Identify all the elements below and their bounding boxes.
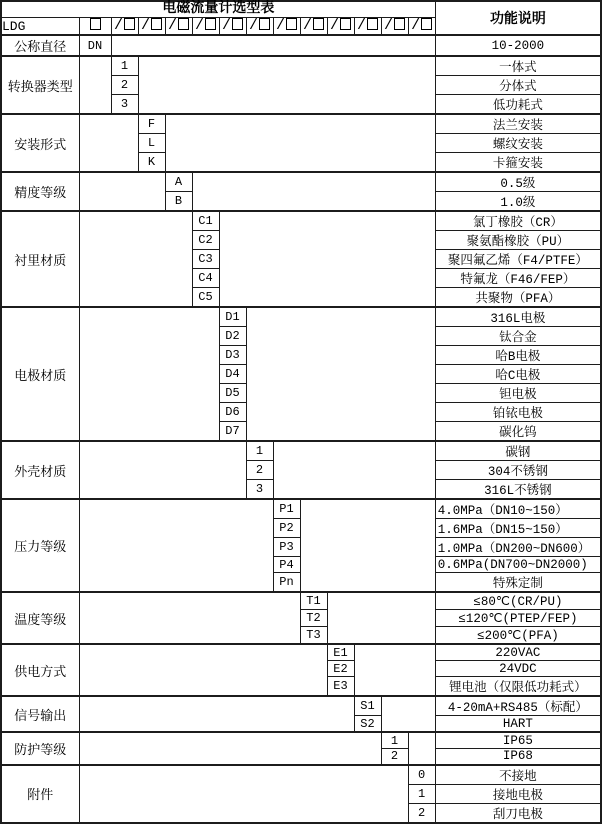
option-code: E2: [327, 661, 354, 677]
slash-glyph: /: [221, 17, 231, 34]
option-code: 3: [246, 480, 273, 500]
category-label: 安装形式: [1, 114, 79, 172]
category-label: 公称直径: [1, 35, 79, 56]
option-code: 1: [381, 732, 408, 748]
option-code: D1: [219, 307, 246, 327]
checkbox-icon: [340, 18, 351, 30]
option-code: C5: [192, 288, 219, 308]
checkbox-icon: [313, 18, 324, 30]
option-code: 0: [408, 765, 435, 785]
slash-glyph: /: [167, 17, 177, 34]
left-spacer: [79, 441, 246, 499]
option-code: 1: [111, 56, 138, 76]
option-code: L: [138, 134, 165, 153]
option-code: D7: [219, 422, 246, 442]
model-slash-box: [165, 18, 192, 36]
option-code: C4: [192, 269, 219, 288]
checkbox-icon: [124, 18, 135, 30]
option-desc: 1.6MPa（DN15~150）: [435, 519, 601, 538]
slash-glyph: /: [275, 17, 285, 34]
model-code-box: [79, 18, 111, 36]
option-code: F: [138, 114, 165, 134]
option-code: 3: [111, 95, 138, 115]
option-desc: IP68: [435, 748, 601, 764]
option-code: 2: [408, 803, 435, 823]
option-code: S1: [354, 696, 381, 716]
option-desc: 24VDC: [435, 661, 601, 677]
option-code: T2: [300, 610, 327, 627]
slash-glyph: /: [302, 17, 312, 34]
option-code: C3: [192, 250, 219, 269]
category-label: 温度等级: [1, 592, 79, 644]
option-desc: 316L不锈钢: [435, 480, 601, 500]
option-code: P2: [273, 519, 300, 538]
option-code: A: [165, 172, 192, 192]
option-desc: 1.0级: [435, 192, 601, 212]
slash-glyph: /: [140, 17, 150, 34]
right-spacer: [408, 732, 435, 765]
option-code: D4: [219, 365, 246, 384]
right-spacer: [300, 499, 435, 592]
checkbox-icon: [421, 18, 432, 30]
checkbox-icon: [151, 18, 162, 30]
option-desc: 卡箍安装: [435, 153, 601, 173]
option-desc: IP65: [435, 732, 601, 748]
option-desc: 接地电极: [435, 784, 601, 803]
option-code: 1: [408, 784, 435, 803]
option-desc: HART: [435, 716, 601, 732]
option-desc: 氯丁橡胶（CR）: [435, 211, 601, 231]
option-code: 2: [381, 748, 408, 764]
option-desc: 分体式: [435, 76, 601, 95]
model-slash-box: [192, 18, 219, 36]
model-prefix-label: LDG: [1, 18, 79, 36]
option-code: 2: [246, 461, 273, 480]
slash-glyph: /: [194, 17, 204, 34]
category-label: 信号输出: [1, 696, 79, 732]
option-desc: 法兰安装: [435, 114, 601, 134]
right-spacer: [165, 114, 435, 172]
option-code: 1: [246, 441, 273, 461]
model-slash-box: [327, 18, 354, 36]
option-code: E1: [327, 644, 354, 660]
slash-glyph: /: [113, 17, 123, 34]
checkbox-icon: [286, 18, 297, 30]
slash-glyph: /: [411, 17, 421, 34]
option-code: DN: [79, 35, 111, 56]
right-spacer: [327, 592, 435, 644]
option-desc: 4.0MPa（DN10~150）: [435, 499, 601, 519]
option-desc: 0.5级: [435, 172, 601, 192]
left-spacer: [79, 696, 354, 732]
option-desc: 碳化钨: [435, 422, 601, 442]
model-slash-box: [273, 18, 300, 36]
option-desc: 哈B电极: [435, 346, 601, 365]
checkbox-icon: [367, 18, 378, 30]
slash-glyph: /: [383, 17, 393, 34]
option-code: S2: [354, 716, 381, 732]
right-spacer: [354, 644, 435, 696]
option-desc: 304不锈钢: [435, 461, 601, 480]
checkbox-icon: [205, 18, 216, 30]
option-desc: 0.6MPa(DN700~DN2000): [435, 557, 601, 573]
option-desc: 特氟龙（F46/FEP）: [435, 269, 601, 288]
left-spacer: [79, 732, 381, 765]
option-desc: 哈C电极: [435, 365, 601, 384]
option-code: Pn: [273, 573, 300, 593]
option-code: D6: [219, 403, 246, 422]
option-desc: ≤120℃(PTEP/FEP): [435, 610, 601, 627]
option-code: K: [138, 153, 165, 173]
checkbox-icon: [178, 18, 189, 30]
option-desc: 1.0MPa（DN200~DN600）: [435, 538, 601, 557]
option-desc: 一体式: [435, 56, 601, 76]
option-desc: 螺纹安装: [435, 134, 601, 153]
category-label: 转换器类型: [1, 56, 79, 114]
category-label: 供电方式: [1, 644, 79, 696]
slash-glyph: /: [356, 17, 366, 34]
option-code: D5: [219, 384, 246, 403]
option-desc: 共聚物（PFA）: [435, 288, 601, 308]
option-desc: 特殊定制: [435, 573, 601, 593]
option-desc: 碳钢: [435, 441, 601, 461]
left-spacer: [79, 592, 300, 644]
left-spacer: [79, 644, 327, 696]
checkbox-icon: [259, 18, 270, 30]
option-code: C2: [192, 231, 219, 250]
option-code: P4: [273, 557, 300, 573]
option-code: C1: [192, 211, 219, 231]
option-code: T3: [300, 627, 327, 645]
option-desc: 10-2000: [435, 35, 601, 56]
option-code: B: [165, 192, 192, 212]
model-slash-box: [354, 18, 381, 36]
right-spacer: [111, 35, 435, 56]
function-column-header: 功能说明: [435, 1, 601, 35]
option-desc: ≤200℃(PFA): [435, 627, 601, 645]
left-spacer: [79, 172, 165, 211]
category-label: 压力等级: [1, 499, 79, 592]
checkbox-icon: [232, 18, 243, 30]
left-spacer: [79, 114, 138, 172]
option-desc: 刮刀电极: [435, 803, 601, 823]
model-slash-box: [408, 18, 435, 36]
category-label: 外壳材质: [1, 441, 79, 499]
category-label: 衬里材质: [1, 211, 79, 307]
right-spacer: [138, 56, 435, 114]
left-spacer: [79, 499, 273, 592]
right-spacer: [381, 696, 435, 732]
category-label: 附件: [1, 765, 79, 823]
option-code: D2: [219, 327, 246, 346]
left-spacer: [79, 765, 408, 823]
option-desc: 钽电极: [435, 384, 601, 403]
option-desc: 钛合金: [435, 327, 601, 346]
model-slash-box: [300, 18, 327, 36]
page-title: 电磁流量计选型表: [1, 1, 435, 18]
right-spacer: [192, 172, 435, 211]
option-desc: 铂铱电极: [435, 403, 601, 422]
option-desc: 316L电极: [435, 307, 601, 327]
option-code: 2: [111, 76, 138, 95]
option-code: D3: [219, 346, 246, 365]
model-slash-box: [381, 18, 408, 36]
option-code: P1: [273, 499, 300, 519]
slash-glyph: /: [248, 17, 258, 34]
option-desc: 220VAC: [435, 644, 601, 660]
option-desc: 不接地: [435, 765, 601, 785]
option-code: E3: [327, 677, 354, 697]
category-label: 防护等级: [1, 732, 79, 765]
option-code: T1: [300, 592, 327, 610]
option-desc: 聚氨酯橡胶（PU）: [435, 231, 601, 250]
category-label: 电极材质: [1, 307, 79, 441]
option-desc: 锂电池（仅限低功耗式）: [435, 677, 601, 697]
model-slash-box: [219, 18, 246, 36]
option-desc: ≤80℃(CR/PU): [435, 592, 601, 610]
right-spacer: [273, 441, 435, 499]
option-desc: 4-20mA+RS485（标配）: [435, 696, 601, 716]
right-spacer: [219, 211, 435, 307]
right-spacer: [246, 307, 435, 441]
left-spacer: [79, 56, 111, 114]
checkbox-icon: [394, 18, 405, 30]
option-desc: 低功耗式: [435, 95, 601, 115]
option-code: P3: [273, 538, 300, 557]
model-slash-box: [111, 18, 138, 36]
left-spacer: [79, 307, 219, 441]
option-desc: 聚四氟乙烯（F4/PTFE）: [435, 250, 601, 269]
checkbox-icon: [90, 18, 101, 30]
left-spacer: [79, 211, 192, 307]
model-slash-box: [246, 18, 273, 36]
model-slash-box: [138, 18, 165, 36]
category-label: 精度等级: [1, 172, 79, 211]
slash-glyph: /: [329, 17, 339, 34]
